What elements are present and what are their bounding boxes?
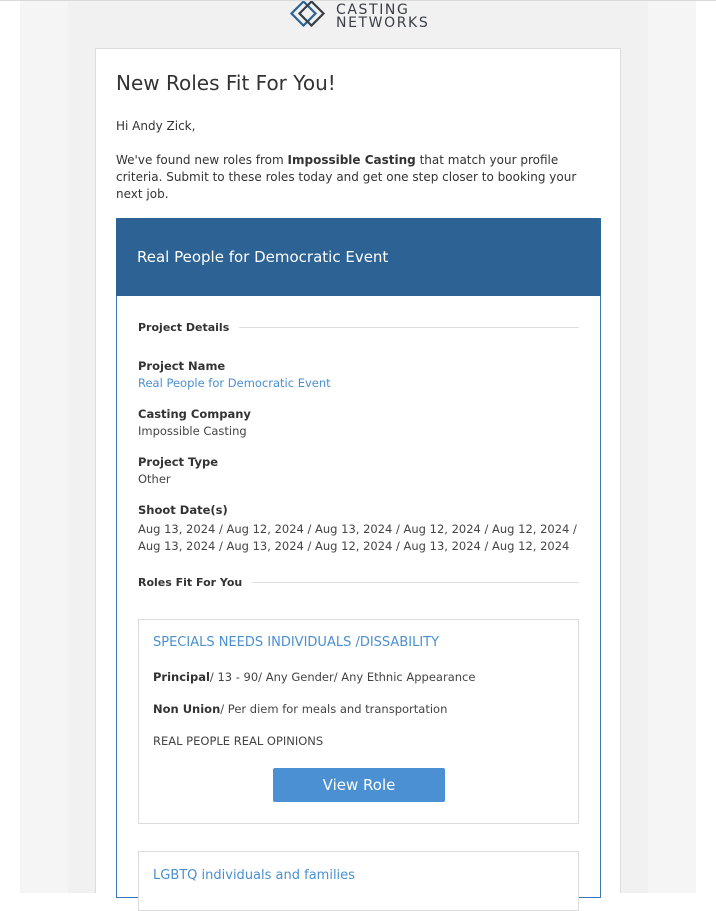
page-title: New Roles Fit For You! bbox=[116, 71, 336, 95]
role-type-line bbox=[153, 670, 475, 684]
casting-company-label: Casting Company bbox=[138, 407, 251, 421]
project-name-link[interactable]: Real People for Democratic Event bbox=[138, 376, 331, 390]
role-type-bold: Principal bbox=[153, 670, 210, 684]
casting-networks-logo-icon bbox=[288, 1, 330, 33]
project-type-label: Project Type bbox=[138, 455, 219, 469]
email-card bbox=[95, 48, 621, 893]
intro-paragraph bbox=[116, 152, 600, 203]
role-description: REAL PEOPLE REAL OPINIONS bbox=[153, 734, 324, 748]
intro-suffix: that match your profile criteria. Submit to these roles today and get one step closer to booking your next job. bbox=[116, 153, 577, 201]
role-title-link[interactable]: LGBTQ individuals and families bbox=[153, 868, 355, 883]
project-details-label: Project Details bbox=[138, 320, 230, 334]
role-union-bold: Non Union bbox=[153, 702, 221, 716]
casting-networks-logo[interactable] bbox=[288, 1, 429, 33]
role-union-line bbox=[153, 702, 447, 716]
project-type-value: Other bbox=[138, 472, 171, 486]
logo-line-1: CASTING bbox=[336, 2, 410, 18]
project-details-heading bbox=[138, 319, 579, 335]
roles-heading bbox=[138, 574, 579, 590]
role-card bbox=[138, 619, 579, 824]
logo-line-2: NETWORKS bbox=[336, 15, 430, 31]
project-panel bbox=[116, 218, 601, 898]
shoot-dates-value: Aug 13, 2024 / Aug 12, 2024 / Aug 13, 2024 / Aug 12, 2024 / Aug 12, 2024 / Aug 13, 2024 / Aug 13, 2024 / Aug 12, 2024 / Aug 13, 2024 / Aug 12, 2024 bbox=[138, 522, 577, 553]
intro-prefix: We've found new roles from bbox=[116, 153, 288, 167]
greeting: Hi Andy Zick, bbox=[116, 119, 196, 133]
project-header-title: Real People for Democratic Event bbox=[137, 248, 389, 266]
view-role-button[interactable]: View Role bbox=[273, 768, 445, 802]
section-divider bbox=[252, 582, 579, 583]
role-card bbox=[138, 851, 579, 911]
role-union-rest: / Per diem for meals and transportation bbox=[220, 702, 448, 716]
intro-company: Impossible Casting bbox=[287, 153, 416, 167]
project-header bbox=[116, 218, 601, 296]
section-divider bbox=[239, 327, 579, 328]
project-name-label: Project Name bbox=[138, 359, 226, 373]
shoot-dates-label: Shoot Date(s) bbox=[138, 503, 228, 517]
role-title-link[interactable]: SPECIALS NEEDS INDIVIDUALS /DISSABILITY bbox=[153, 635, 440, 650]
logo-wordmark bbox=[336, 4, 429, 30]
role-type-rest: / 13 - 90/ Any Gender/ Any Ethnic Appearance bbox=[209, 670, 476, 684]
roles-heading-label: Roles Fit For You bbox=[138, 575, 243, 589]
casting-company-value: Impossible Casting bbox=[138, 424, 247, 438]
